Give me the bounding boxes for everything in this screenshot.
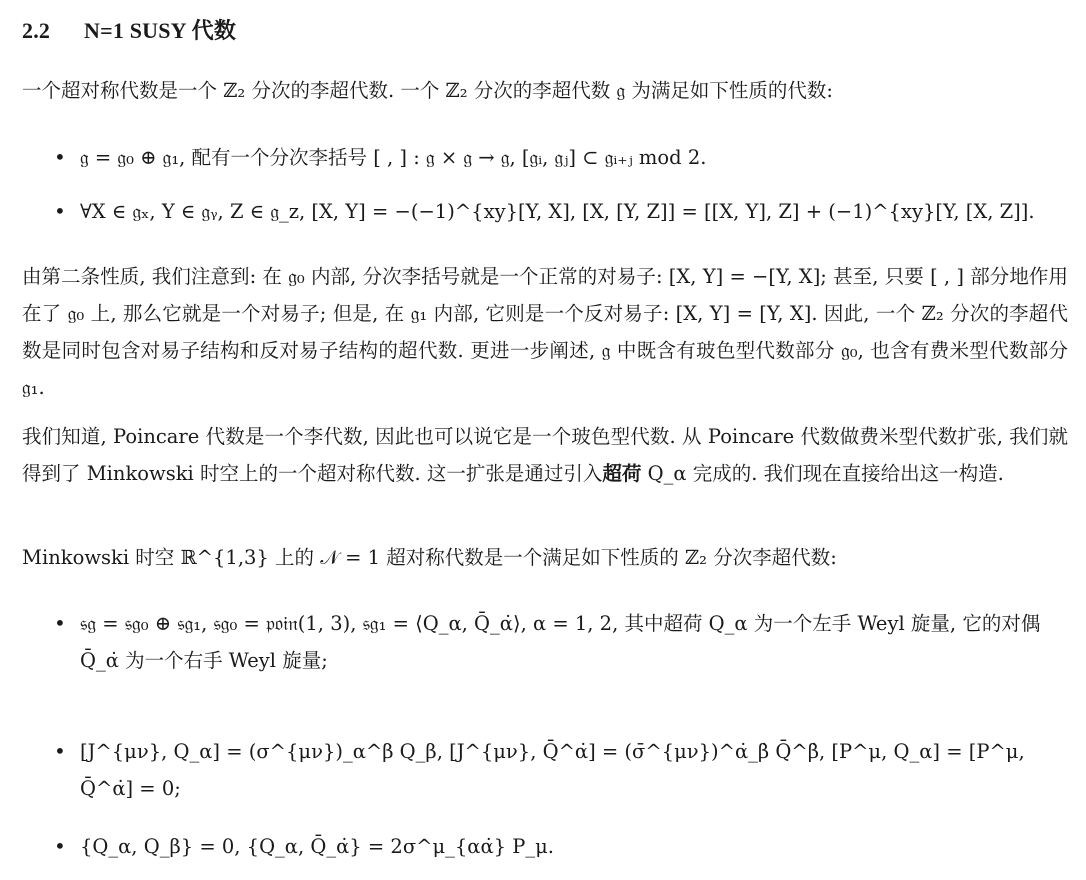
bullet-dot-icon: •	[54, 611, 66, 635]
intro-paragraph: 一个超对称代数是一个 ℤ₂ 分次的李超代数. 一个 ℤ₂ 分次的李超代数 𝔤 为满足如下性质的代数:	[22, 79, 833, 102]
susy-property-item-1	[54, 605, 1068, 679]
property-text: 𝔤 = 𝔤₀ ⊕ 𝔤₁, 配有一个分次李括号 [ , ] : 𝔤 × 𝔤 → 𝔤, [𝔤ᵢ, 𝔤ⱼ] ⊂ 𝔤ᵢ₊ⱼ mod 2.	[80, 146, 707, 169]
property-item-2	[54, 193, 1068, 230]
paragraph-poincare-after: Q_α 完成的. 我们现在直接给出这一构造.	[641, 462, 1004, 485]
paragraph-poincare	[22, 418, 1068, 492]
property-item-1	[54, 139, 1068, 176]
bullet-dot-icon: •	[54, 199, 66, 223]
term-supercharge: 超荷	[602, 462, 642, 485]
susy-property-text: [J^{μν}, Q_α] = (σ^{μν})_α^β Q_β, [J^{μν}, Q̄^α̇] = (σ̄^{μν})^α̇_β̇ Q̄^β̇, [P^μ, Q_α] = [P^μ, Q̄^α̇] = 0;	[80, 740, 1025, 800]
susy-property-text: 𝔰𝔤 = 𝔰𝔤₀ ⊕ 𝔰𝔤₁, 𝔰𝔤₀ = 𝔭𝔬𝔦𝔫(1, 3), 𝔰𝔤₁ = ⟨Q_α, Q̄_α̇⟩, α = 1, 2, 其中超荷 Q_α 为一个左手 Weyl 旋量, 它的对偶 Q̄_α̇ 为一个右手 Weyl 旋量;	[80, 612, 1041, 672]
susy-property-item-2	[54, 733, 1068, 807]
section-title: N=1 SUSY 代数	[84, 18, 237, 43]
paragraph-minkowski: Minkowski 时空 ℝ^{1,3} 上的 𝒩 = 1 超对称代数是一个满足如下性质的 ℤ₂ 分次李超代数:	[22, 546, 837, 569]
section-heading	[22, 14, 236, 45]
susy-property-text: {Q_α, Q_β} = 0, {Q_α, Q̄_α̇} = 2σ^μ_{αα̇} P_μ.	[80, 835, 554, 858]
paragraph-poincare-before: 我们知道, Poincare 代数是一个李代数, 因此也可以说它是一个玻色型代数. 从 Poincare 代数做费米型代数扩张, 我们就得到了 Minkowski 时空上的一个超对称代数. 这一扩张是通过引入	[22, 425, 1068, 485]
section-number: 2.2	[22, 18, 51, 43]
bullet-dot-icon: •	[54, 834, 66, 858]
paragraph-commutator: 由第二条性质, 我们注意到: 在 𝔤₀ 内部, 分次李括号就是一个正常的对易子: [X, Y] = −[Y, X]; 甚至, 只要 [ , ] 部分地作用在了 𝔤₀ 上, 那么它就是一个对易子; 但是, 在 𝔤₁ 内部, 它则是一个反对易子: [X, Y] = [Y, X]. 因此, 一个 ℤ₂ 分次的李超代数是同时包含对易子结构和反对易子结构的超代数. 更进一步阐述, 𝔤 中既含有玻色型代数部分 𝔤₀, 也含有费米型代数部分 𝔤₁.	[22, 265, 1068, 399]
bullet-dot-icon: •	[54, 145, 66, 169]
bullet-dot-icon: •	[54, 739, 66, 763]
susy-property-item-3	[54, 828, 1068, 865]
property-text: ∀X ∈ 𝔤ₓ, Y ∈ 𝔤ᵧ, Z ∈ 𝔤_z, [X, Y] = −(−1)^{xy}[Y, X], [X, [Y, Z]] = [[X, Y], Z] + (−1)^{xy}[Y, [X, Z]].	[80, 200, 1035, 223]
